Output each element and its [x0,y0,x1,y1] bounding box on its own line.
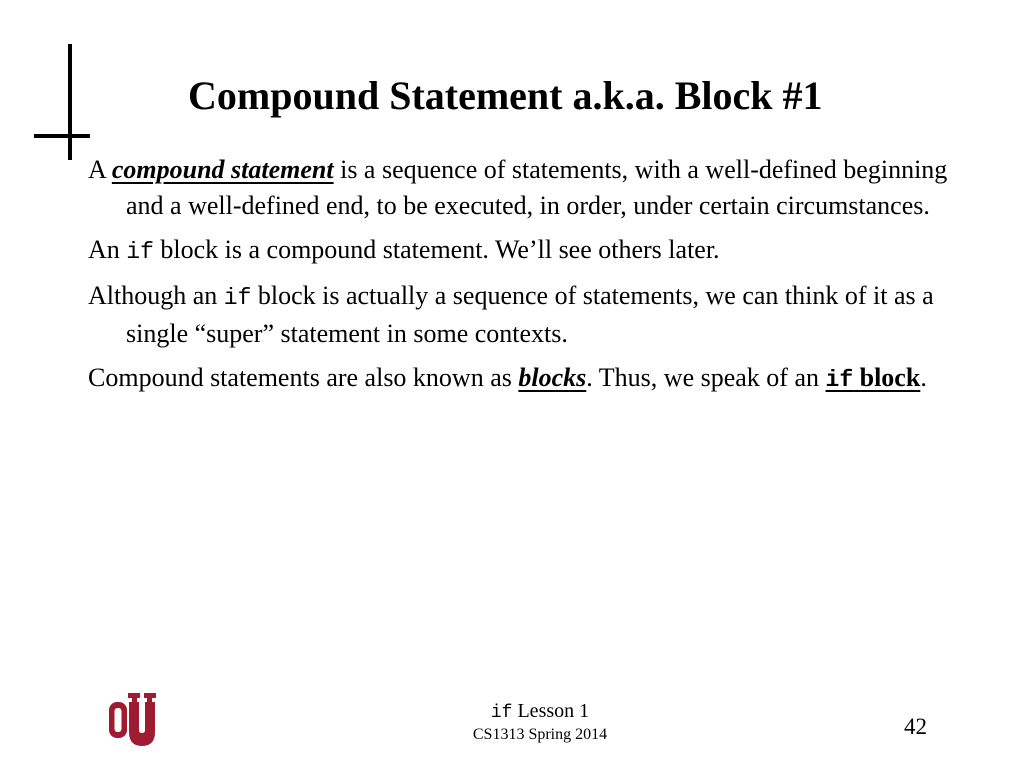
slide-title: Compound Statement a.k.a. Block #1 [188,73,823,118]
text: is a sequence of statements, with a well-defined beginning and a well-defined end, to be executed, in order, under certain circumstances. [126,155,948,220]
text: An [88,235,127,264]
text: block [853,363,921,392]
code-if: if [825,367,854,393]
text: block is actually a sequence of statements, we can think of it as a single “super” statement in some contexts. [126,281,934,348]
text: Compound statements are also known as [88,363,519,392]
term-compound-statement: compound statement [111,155,334,184]
slide-body [88,152,948,406]
text: A [88,155,112,184]
text: . Thus, we speak of an [586,363,826,392]
paragraph-4 [88,360,948,398]
page-number: 42 [904,714,927,739]
paragraph-3 [88,278,948,352]
footer-lesson: Lesson 1 [512,700,590,722]
text: Although an [88,281,224,310]
paragraph-2 [88,232,948,270]
term-if-block [826,363,921,392]
footer-code-if: if [490,703,513,723]
text: . [920,363,927,392]
code-if: if [223,285,252,311]
decorative-horizontal-line [34,134,90,138]
footer-title [0,700,1024,723]
text: block is a compound statement. We’ll see others later. [153,235,720,264]
paragraph-1 [88,152,948,224]
footer-course: CS1313 Spring 2014 [472,726,608,743]
code-if: if [126,239,154,265]
decorative-vertical-line [68,44,72,160]
term-blocks: blocks [518,363,587,392]
